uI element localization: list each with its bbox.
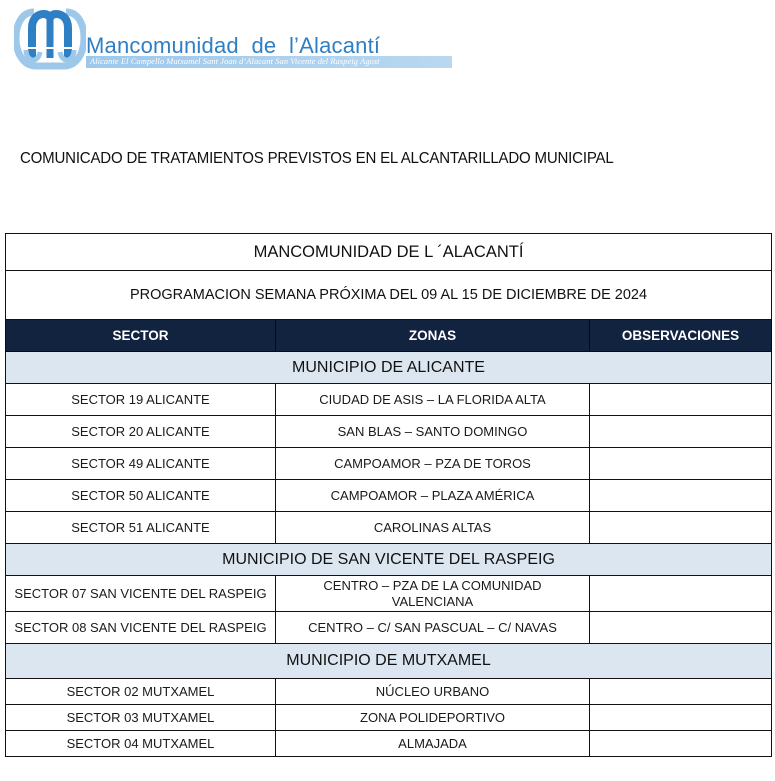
zona-cell: CENTRO – C/ SAN PASCUAL – C/ NAVAS bbox=[276, 612, 590, 644]
zona-cell: NÚCLEO URBANO bbox=[276, 679, 590, 705]
observaciones-cell bbox=[590, 679, 772, 705]
schedule-table bbox=[5, 233, 772, 757]
mancomunidad-logo bbox=[14, 6, 454, 70]
table-header-row bbox=[6, 320, 772, 352]
municipio-title: MUNICIPIO DE MUTXAMEL bbox=[6, 644, 772, 679]
table-row bbox=[6, 612, 772, 644]
sector-cell: SECTOR 07 SAN VICENTE DEL RASPEIG bbox=[6, 576, 276, 612]
observaciones-cell bbox=[590, 612, 772, 644]
observaciones-cell bbox=[590, 705, 772, 731]
table-row bbox=[6, 731, 772, 757]
observaciones-cell bbox=[590, 576, 772, 612]
table-row bbox=[6, 480, 772, 512]
municipio-title: MUNICIPIO DE SAN VICENTE DEL RASPEIG bbox=[6, 544, 772, 576]
column-header-observaciones: OBSERVACIONES bbox=[590, 320, 772, 352]
logo-towns: Alicante El Campello Mutxamel Sant Joan d’Alacant San Vicente del Raspeig Agost bbox=[90, 57, 380, 66]
sector-cell: SECTOR 50 ALICANTE bbox=[6, 480, 276, 512]
table-row bbox=[6, 512, 772, 544]
zona-cell: CAMPOAMOR – PZA DE TOROS bbox=[276, 448, 590, 480]
municipio-band-san-vicente bbox=[6, 544, 772, 576]
sector-cell: SECTOR 02 MUTXAMEL bbox=[6, 679, 276, 705]
zona-cell: ALMAJADA bbox=[276, 731, 590, 757]
observaciones-cell bbox=[590, 416, 772, 448]
mancomunidad-logo-icon bbox=[14, 6, 86, 70]
column-header-sector: SECTOR bbox=[6, 320, 276, 352]
table-row bbox=[6, 384, 772, 416]
zona-cell: SAN BLAS – SANTO DOMINGO bbox=[276, 416, 590, 448]
sector-cell: SECTOR 04 MUTXAMEL bbox=[6, 731, 276, 757]
zona-cell: ZONA POLIDEPORTIVO bbox=[276, 705, 590, 731]
observaciones-cell bbox=[590, 512, 772, 544]
table-row bbox=[6, 705, 772, 731]
observaciones-cell bbox=[590, 384, 772, 416]
sector-cell: SECTOR 19 ALICANTE bbox=[6, 384, 276, 416]
table-row bbox=[6, 679, 772, 705]
document-title: COMUNICADO DE TRATAMIENTOS PREVISTOS EN EL ALCANTARILLADO MUNICIPAL bbox=[20, 150, 614, 167]
logo-title: Mancomunidad de l’Alacantí bbox=[86, 33, 381, 58]
zona-cell: CENTRO – PZA DE LA COMUNIDAD VALENCIANA bbox=[276, 576, 590, 612]
zona-cell: CIUDAD DE ASIS – LA FLORIDA ALTA bbox=[276, 384, 590, 416]
organization-name: MANCOMUNIDAD DE L ´ALACANTÍ bbox=[6, 234, 772, 271]
programming-row bbox=[6, 271, 772, 320]
observaciones-cell bbox=[590, 480, 772, 512]
sector-cell: SECTOR 20 ALICANTE bbox=[6, 416, 276, 448]
programming-period: PROGRAMACION SEMANA PRÓXIMA DEL 09 AL 15 DE DICIEMBRE DE 2024 bbox=[6, 271, 772, 320]
zona-cell: CAMPOAMOR – PLAZA AMÉRICA bbox=[276, 480, 590, 512]
sector-cell: SECTOR 49 ALICANTE bbox=[6, 448, 276, 480]
table-row bbox=[6, 576, 772, 612]
zona-cell: CAROLINAS ALTAS bbox=[276, 512, 590, 544]
municipio-band-mutxamel bbox=[6, 644, 772, 679]
observaciones-cell bbox=[590, 448, 772, 480]
column-header-zonas: ZONAS bbox=[276, 320, 590, 352]
municipio-title: MUNICIPIO DE ALICANTE bbox=[6, 352, 772, 384]
municipio-band-alicante bbox=[6, 352, 772, 384]
sector-cell: SECTOR 03 MUTXAMEL bbox=[6, 705, 276, 731]
organization-row bbox=[6, 234, 772, 271]
observaciones-cell bbox=[590, 731, 772, 757]
sector-cell: SECTOR 08 SAN VICENTE DEL RASPEIG bbox=[6, 612, 276, 644]
sector-cell: SECTOR 51 ALICANTE bbox=[6, 512, 276, 544]
table-row bbox=[6, 416, 772, 448]
table-row bbox=[6, 448, 772, 480]
